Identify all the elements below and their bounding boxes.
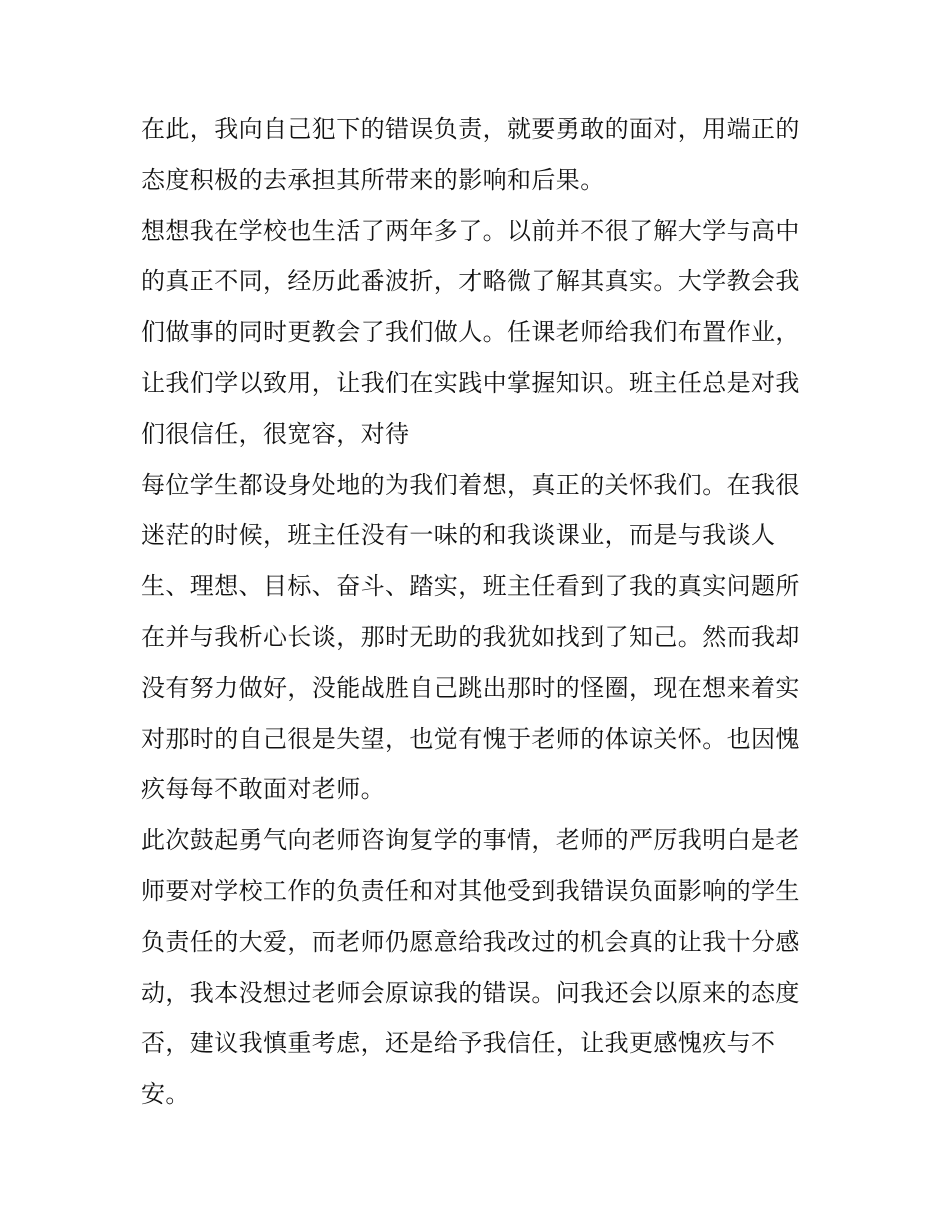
text-line-7: 们很信任，很宽容，对待 xyxy=(141,419,410,448)
document-body xyxy=(141,104,821,1120)
text-line-8: 每位学生都设身处地的为我们着想，真正的关怀我们。在我很 xyxy=(141,470,800,499)
text-line-4: 的真正不同，经历此番波折，才略微了解其真实。大学教会我 xyxy=(141,267,800,296)
text-line-9: 迷茫的时候，班主任没有一味的和我谈课业，而是与我谈人 xyxy=(141,521,776,550)
text-line-14: 疚每每不敢面对老师。 xyxy=(141,775,385,804)
text-line-10: 生、理想、目标、奋斗、踏实，班主任看到了我的真实问题所 xyxy=(141,572,800,601)
text-line-16: 师要对学校工作的负责任和对其他受到我错误负面影响的学生 xyxy=(141,876,800,905)
text-line-3: 想想我在学校也生活了两年多了。以前并不很了解大学与高中 xyxy=(141,216,800,245)
text-line-20: 安。 xyxy=(141,1080,190,1109)
text-line-11: 在并与我析心长谈，那时无助的我犹如找到了知己。然而我却 xyxy=(141,622,800,651)
text-line-15: 此次鼓起勇气向老师咨询复学的事情，老师的严厉我明白是老 xyxy=(141,826,800,855)
text-line-13: 对那时的自己很是失望，也觉有愧于老师的体谅关怀。也因愧 xyxy=(141,724,800,753)
text-line-5: 们做事的同时更教会了我们做人。任课老师给我们布置作业， xyxy=(141,318,800,347)
text-line-12: 没有努力做好，没能战胜自己跳出那时的怪圈，现在想来着实 xyxy=(141,673,800,702)
text-line-19: 否，建议我慎重考虑，还是给予我信任，让我更感愧疚与不 xyxy=(141,1029,776,1058)
text-line-2: 态度积极的去承担其所带来的影响和后果。 xyxy=(141,165,605,194)
text-line-1: 在此，我向自己犯下的错误负责，就要勇敢的面对，用端正的 xyxy=(141,115,800,143)
text-line-6: 让我们学以致用，让我们在实践中掌握知识。班主任总是对我 xyxy=(141,368,800,397)
text-line-18: 动，我本没想过老师会原谅我的错误。问我还会以原来的态度 xyxy=(141,978,800,1007)
text-line-17: 负责任的大爱，而老师仍愿意给我改过的机会真的让我十分感 xyxy=(141,927,800,956)
